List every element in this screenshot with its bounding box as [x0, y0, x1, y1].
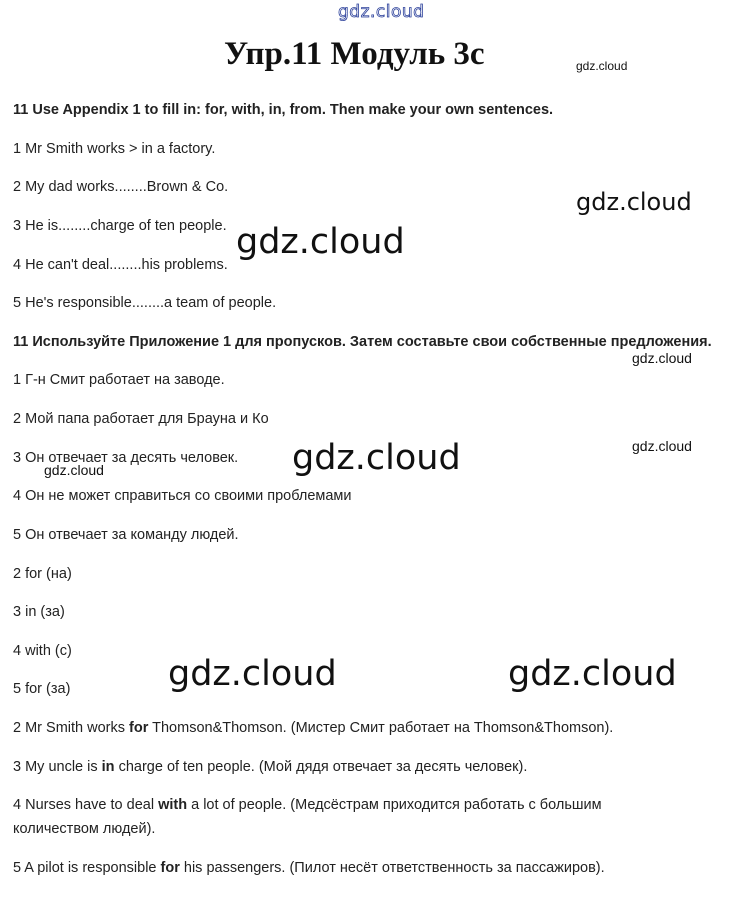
watermark-right-2: gdz.cloud: [632, 350, 692, 366]
sentence-key-word: for: [160, 860, 180, 876]
exercise-ru-heading: 11 Используйте Приложение 1 для пропусков. Затем составьте свои собственные предложения.: [13, 334, 712, 350]
watermark-title-side: gdz.cloud: [576, 59, 628, 73]
watermark-left-small: gdz.cloud: [44, 462, 104, 478]
exercise-ru-item-1: 1 Г-н Смит работает на заводе.: [13, 372, 225, 388]
exercise-en-heading: 11 Use Appendix 1 to fill in: for, with, in, from. Then make your own sentences.: [13, 102, 554, 118]
sentence-key-word: with: [158, 797, 188, 813]
answer-item-5: 5 for (за): [13, 681, 71, 697]
watermark-right-3: gdz.cloud: [632, 438, 692, 454]
answer-item-2: 2 for (на): [13, 566, 72, 582]
exercise-ru-item-4: 4 Он не может справиться со своими проблемами: [13, 488, 352, 504]
sentence-item-2: 2 Mr Smith works for Thomson&Thomson. (Мистер Смит работает на Thomson&Thomson).: [13, 720, 614, 736]
watermark-center-1: gdz.cloud: [236, 222, 405, 262]
exercise-en-item-4: 4 He can't deal........his problems.: [13, 257, 228, 273]
answer-item-3: 3 in (за): [13, 604, 65, 620]
answer-item-4: 4 with (с): [13, 643, 72, 659]
exercise-ru-item-2: 2 Мой папа работает для Брауна и Ко: [13, 411, 269, 427]
sentence-item-3: 3 My uncle is in charge of ten people. (Мой дядя отвечает за десять человек).: [13, 759, 528, 775]
exercise-ru-item-5: 5 Он отвечает за команду людей.: [13, 527, 239, 543]
sentence-key-word: for: [129, 720, 149, 736]
exercise-en-item-3: 3 He is........charge of ten people.: [13, 218, 227, 234]
sentence-key-word: in: [101, 759, 115, 775]
exercise-ru-item-3: 3 Он отвечает за десять человек.: [13, 450, 239, 466]
sentence-item-4: 4 Nurses have to deal with a lot of people. (Медсёстрам приходится работать с большим количеством людей).: [13, 797, 602, 837]
watermark-top: gdz.cloud: [338, 2, 425, 22]
exercise-en-item-1: 1 Mr Smith works > in a factory.: [13, 141, 216, 157]
exercise-en-item-5: 5 He's responsible........a team of people.: [13, 295, 277, 311]
watermark-bottom-right: gdz.cloud: [508, 654, 677, 694]
page-title: Упр.11 Модуль 3c: [224, 36, 485, 72]
sentence-item-5: 5 A pilot is responsible for his passengers. (Пилот несёт ответственность за пассажиров).: [13, 860, 605, 876]
watermark-bottom-left: gdz.cloud: [168, 654, 337, 694]
exercise-en-item-2: 2 My dad works........Brown & Co.: [13, 179, 229, 195]
watermark-right-1: gdz.cloud: [576, 188, 692, 216]
watermark-center-2: gdz.cloud: [292, 438, 461, 478]
